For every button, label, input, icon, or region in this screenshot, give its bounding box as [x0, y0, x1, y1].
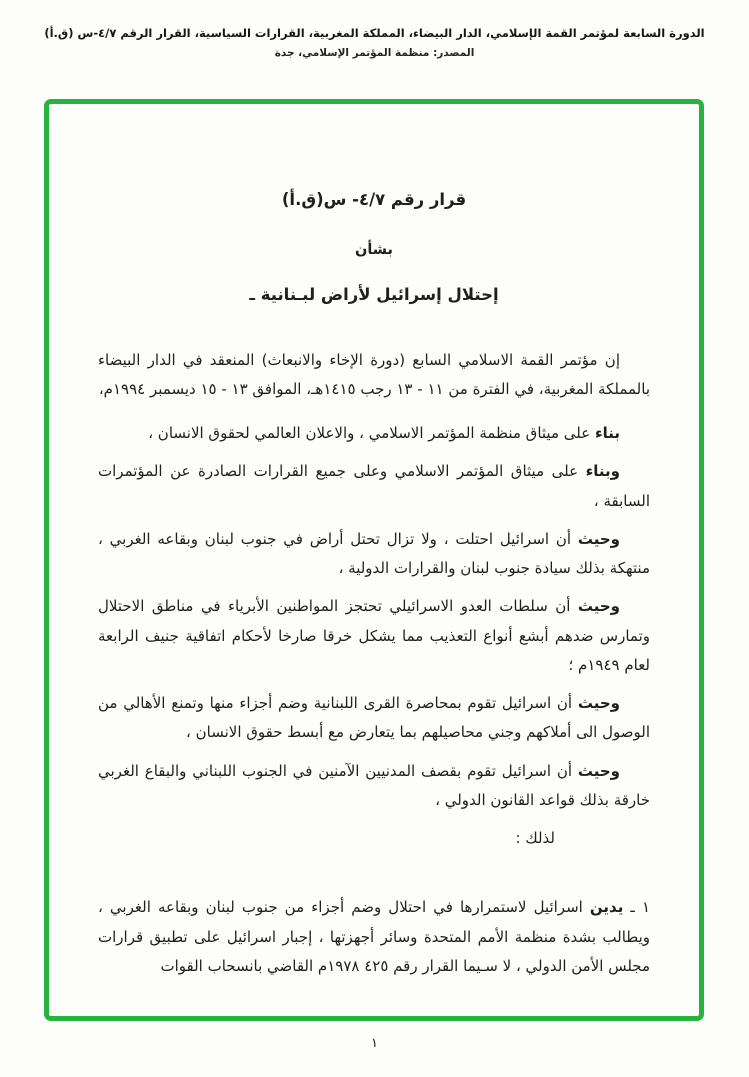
paragraph-text: على ميثاق منظمة المؤتمر الاسلامي ، والاعلان العالمي لحقوق الانسان ،	[148, 424, 595, 443]
paragraph	[98, 689, 650, 748]
therefore-line: لذلك :	[515, 829, 555, 848]
paragraph-lead: وحيث	[577, 694, 620, 713]
resolution-number: قرار رقم ٤/٧- س(ق.أ)	[281, 190, 467, 209]
paragraph-text: على ميثاق المؤتمر الاسلامي وعلى جميع القرارات الصادرة عن المؤتمرات السابقة ،	[98, 462, 650, 510]
paragraph	[98, 419, 650, 448]
page-header	[0, 26, 749, 59]
paragraph-text: أن اسرائيل احتلت ، ولا تزال تحتل أراض في جنوب لبنان وبقاعه الغربي ، منتهكة بذلك سيادة جنوب لبنان والقرارات الدولية ،	[98, 529, 650, 578]
paragraph-text: أن سلطات العدو الاسرائيلي تحتجز المواطنين الأبرياء في مناطق الاحتلال وتمارس ضدهم أبشع أنواع التعذيب مما يشكل خرقا صارخا لأحكام اتفاقية جنيف الرابعة لعام ١٩٤٩م ؛	[98, 597, 650, 674]
paragraph	[98, 457, 650, 516]
paragraph	[98, 592, 650, 680]
title-block	[98, 184, 650, 312]
page-number: ١	[371, 1036, 378, 1051]
paragraph-text: أن اسرائيل تقوم بقصف المدنيين الآمنين في الجنوب اللبناني والبقاع الغربي خارقة بذلك قواعد القانون الدولي ،	[98, 761, 650, 809]
paragraph-text: أن اسرائيل تقوم بمحاصرة القرى اللبنانية وضم أجزاء منها وتمنع الأهالي من الوصول الى أملاكهم وجني محاصيلهم بما يتعارض مع أبسط حقوق الانسان ،	[98, 694, 650, 742]
paragraph-lead: وحيث	[577, 597, 620, 616]
paragraph-lead: بناء	[594, 424, 620, 443]
header-source: المصدر: منظمة المؤتمر الإسلامي، جدة	[274, 47, 475, 59]
item-lead: يدين	[589, 898, 624, 917]
paragraph-lead: وحيث	[577, 761, 620, 780]
paragraph-lead: وبناء	[585, 462, 620, 481]
resolution-subject: إحتلال إسرائيل لأراض لبـنانية ـ	[249, 285, 499, 305]
paragraph-lead: وحيث	[577, 529, 620, 548]
document-frame	[44, 99, 704, 1021]
paragraph	[98, 525, 650, 584]
paragraph	[98, 757, 650, 816]
item-number: ١ ـ	[623, 898, 650, 917]
paragraph-text: إن مؤتمر القمة الاسلامي السابع (دورة الإخاء والانبعاث) المنعقد في الدار البيضاء بالمملكة المغربية، في الفترة من ١١ - ١٣ رجب ١٤١٥هـ، الموافق ١٣ - ١٥ ديسمبر ١٩٩٤م،	[98, 350, 650, 398]
item-text: اسرائيل لاستمرارها في احتلال وضم أجزاء من جنوب لبنان وبقاعه الغربي ، ويطالب بشدة منظمة الأمم المتحدة وسائر أجهزتها ، إجبار اسرائيل على تطبيق قرارات مجلس الأمن الدولي ، لا سـيما القرار رقم ٤٢٥ ١٩٧٨م القاضي بانسحاب القوات	[98, 898, 650, 975]
paragraph-opening	[98, 346, 650, 405]
numbered-item	[98, 893, 650, 981]
header-citation: الدورة السابعة لمؤتمر القمة الإسلامي، الدار البيضاء، المملكة المغربية، القرارات السياسية، القرار الرقم ٤/٧-س (ق.أ)	[44, 26, 705, 40]
document-content	[49, 104, 699, 981]
subject-label: بشأن	[354, 242, 394, 259]
